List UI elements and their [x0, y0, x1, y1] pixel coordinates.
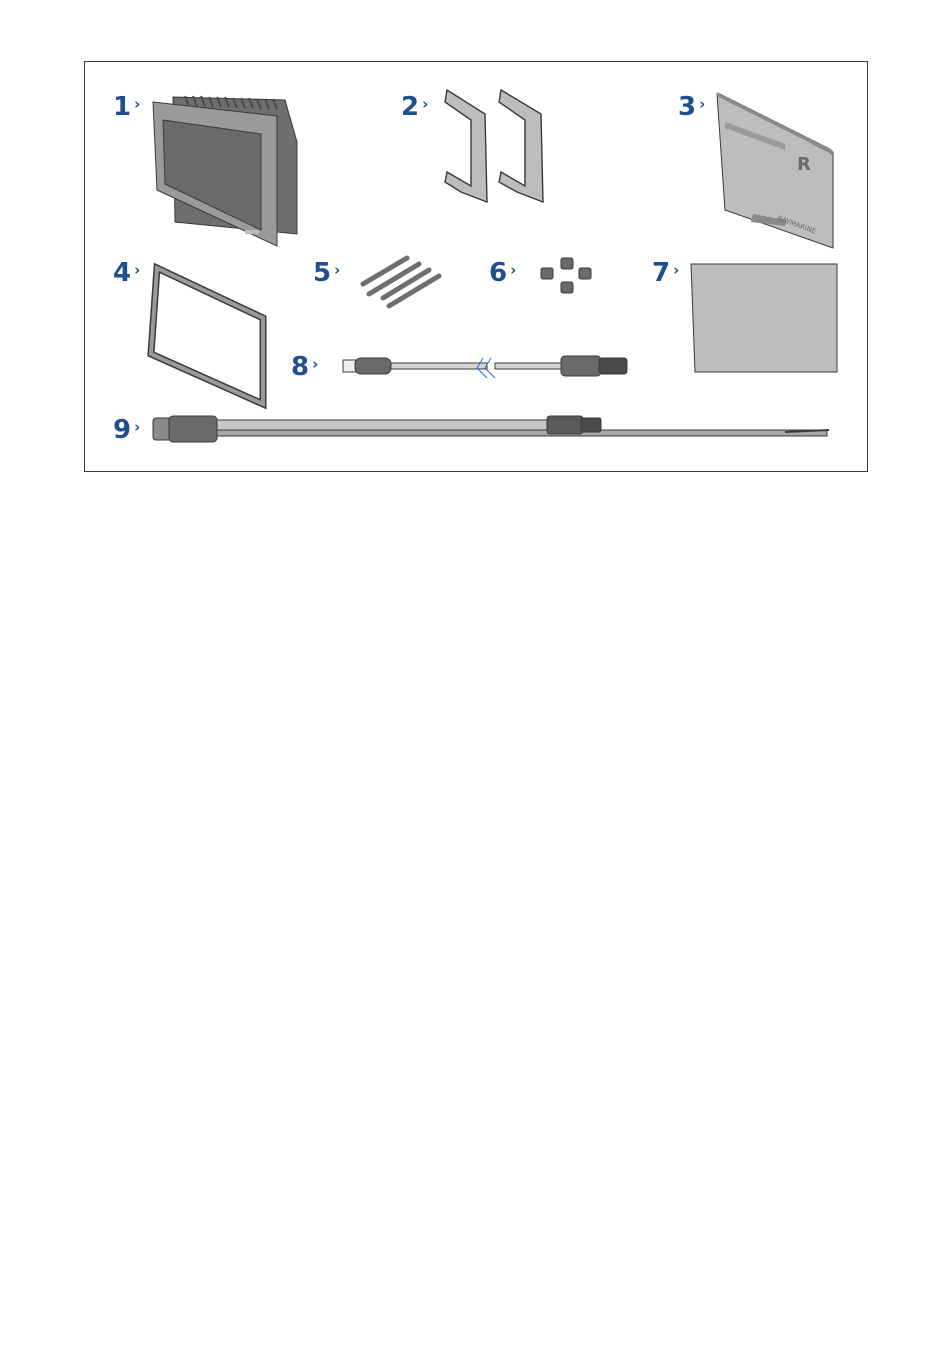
mounting-brackets-illustration [445, 90, 543, 202]
documentation-pack-illustration [691, 264, 837, 372]
chevron-right-icon: › [134, 417, 141, 436]
callout-3 [678, 94, 705, 120]
callout-8 [291, 354, 318, 380]
callout-7 [652, 260, 679, 286]
power-data-cable-illustration [153, 416, 829, 442]
logo-text: RAYMARINE [776, 214, 818, 236]
chevron-right-icon: › [422, 94, 429, 113]
callout-number: 7 [652, 258, 671, 288]
callout-number: 3 [678, 92, 697, 122]
chevron-right-icon: › [312, 354, 319, 373]
callout-number: 5 [313, 258, 332, 288]
callout-6 [489, 260, 516, 286]
callout-4 [113, 260, 140, 286]
fixing-studs-illustration [363, 258, 439, 306]
chevron-right-icon: › [134, 260, 141, 279]
thumb-nuts-illustration [541, 258, 591, 293]
callout-5 [313, 260, 340, 286]
panel-gasket-illustration [151, 268, 263, 404]
package-contents-figure [84, 61, 868, 472]
callout-number: 2 [401, 92, 420, 122]
chevron-right-icon: › [673, 260, 680, 279]
chevron-right-icon: › [334, 260, 341, 279]
callout-1 [113, 94, 140, 120]
callout-number: 4 [113, 258, 132, 288]
chevron-right-icon: › [510, 260, 517, 279]
callout-number: 8 [291, 352, 310, 382]
chevron-right-icon: › [134, 94, 141, 113]
callout-9 [113, 417, 140, 443]
callout-number: 9 [113, 415, 132, 445]
callout-number: 1 [113, 92, 132, 122]
chevron-right-icon: › [699, 94, 706, 113]
callout-number: 6 [489, 258, 508, 288]
sun-cover-illustration [717, 94, 833, 248]
display-unit-illustration [153, 96, 297, 246]
svg-text:R: R [797, 154, 811, 175]
callout-2 [401, 94, 428, 120]
parts-illustration [85, 62, 869, 473]
adapter-cable-illustration [343, 356, 627, 378]
